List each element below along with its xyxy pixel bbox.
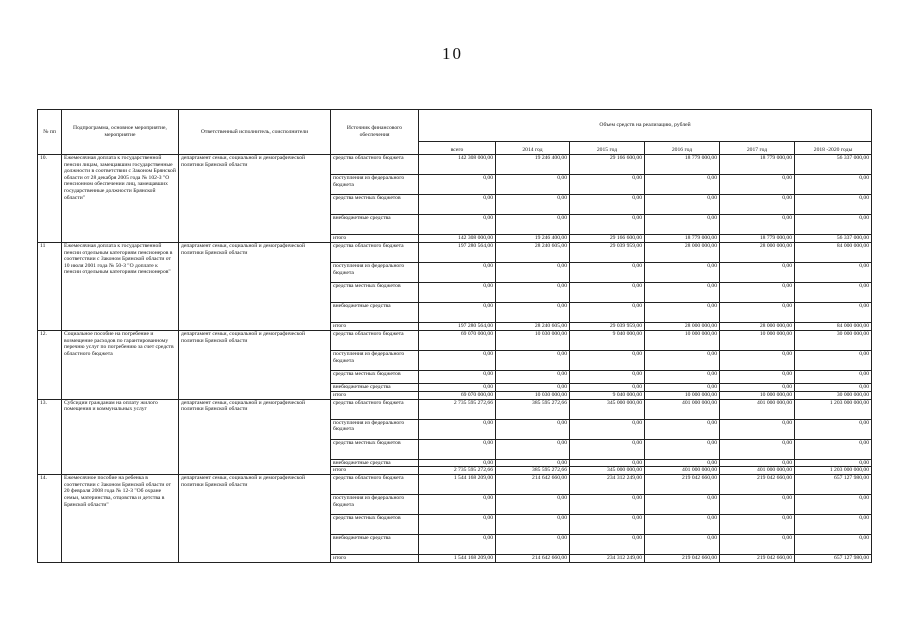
row-number: 13.: [38, 399, 62, 475]
amount-cell: 0,00: [795, 303, 872, 323]
header-year-2015: 2015 год: [570, 142, 645, 155]
amount-cell: 0,00: [496, 384, 570, 392]
amount-cell: 0,00: [720, 175, 795, 195]
funding-source: средства областного бюджета: [331, 155, 419, 175]
amount-cell: 401 000 000,00: [720, 467, 795, 475]
amount-cell: 0,00: [496, 215, 570, 235]
amount-cell: 2 735 595 272,66: [419, 399, 496, 419]
amount-cell: 18 779 000,00: [720, 235, 795, 243]
amount-cell: 1 203 000 000,00: [795, 399, 872, 419]
program-name: Ежемесячное пособие на ребенка в соответствии с Законом Брянской области от 20 февраля 2008 года № 12-З "Об охране семьи, материнства, отцовства и детства в Брянской области": [62, 475, 179, 563]
table-row: [38, 331, 872, 351]
executor-name: департамент семьи, социальной и демографической политики Брянской области: [179, 331, 331, 400]
funding-source: внебюджетные средства: [331, 384, 419, 392]
amount-cell: 0,00: [496, 459, 570, 467]
table-body: [38, 155, 872, 563]
amount-cell: 0,00: [795, 515, 872, 535]
amount-cell: 0,00: [419, 263, 496, 283]
amount-cell: 0,00: [419, 535, 496, 555]
page-number: 10: [442, 44, 463, 63]
amount-cell: 0,00: [720, 283, 795, 303]
amount-cell: 10 030 000,00: [496, 391, 570, 399]
amount-cell: 0,00: [570, 384, 645, 392]
amount-cell: 0,00: [419, 371, 496, 384]
amount-cell: 0,00: [720, 515, 795, 535]
amount-cell: 0,00: [720, 371, 795, 384]
amount-cell: 1 203 000 000,00: [795, 467, 872, 475]
amount-cell: 10 000 000,00: [645, 331, 720, 351]
table-row: [38, 155, 872, 175]
amount-cell: 234 312 249,00: [570, 475, 645, 495]
row-number: 12.: [38, 331, 62, 400]
funding-source: поступления из федерального бюджета: [331, 495, 419, 515]
amount-cell: 0,00: [795, 175, 872, 195]
header-year-2014: 2014 год: [496, 142, 570, 155]
amount-cell: 401 000 000,00: [645, 467, 720, 475]
amount-cell: 0,00: [720, 303, 795, 323]
amount-cell: 0,00: [795, 351, 872, 371]
funding-source: внебюджетные средства: [331, 215, 419, 235]
amount-cell: 0,00: [570, 215, 645, 235]
amount-cell: 0,00: [496, 351, 570, 371]
funding-source: итого: [331, 467, 419, 475]
amount-cell: 30 000 000,00: [795, 331, 872, 351]
amount-cell: 219 042 660,00: [720, 555, 795, 563]
amount-cell: 142 308 000,00: [419, 235, 496, 243]
amount-cell: 84 000 000,00: [795, 243, 872, 263]
amount-cell: 18 779 000,00: [645, 235, 720, 243]
program-name: Ежемесячная доплата к государственной пенсии отдельным категориям пенсионеров в соответствии с Законом Брянской области от 10 июля 2001 года № 50-З "О доплате к пенсии отдельным категориям пенсионеров": [62, 243, 179, 331]
amount-cell: 0,00: [720, 351, 795, 371]
amount-cell: 0,00: [570, 515, 645, 535]
amount-cell: 0,00: [645, 195, 720, 215]
amount-cell: 0,00: [419, 195, 496, 215]
funding-source: средства областного бюджета: [331, 475, 419, 495]
amount-cell: 219 042 660,00: [645, 555, 720, 563]
amount-cell: 0,00: [645, 459, 720, 467]
amount-cell: 0,00: [645, 495, 720, 515]
amount-cell: 0,00: [720, 215, 795, 235]
amount-cell: 10 000 000,00: [720, 331, 795, 351]
amount-cell: 0,00: [795, 459, 872, 467]
amount-cell: 219 042 660,00: [720, 475, 795, 495]
funding-source: внебюджетные средства: [331, 303, 419, 323]
amount-cell: 0,00: [496, 419, 570, 439]
amount-cell: 29 166 600,00: [570, 235, 645, 243]
amount-cell: 1 544 168 209,00: [419, 475, 496, 495]
header-program: Подпрограмма, основное мероприятие, мероприятие: [62, 110, 179, 155]
amount-cell: 0,00: [419, 303, 496, 323]
funding-source: поступления из федерального бюджета: [331, 419, 419, 439]
program-name: Субсидии гражданам на оплату жилого помещения и коммунальных услуг: [62, 399, 179, 475]
amount-cell: 657 127 980,00: [795, 555, 872, 563]
header-year-2016: 2016 год: [645, 142, 720, 155]
row-number: 14.: [38, 475, 62, 563]
amount-cell: 0,00: [496, 303, 570, 323]
amount-cell: 401 000 000,00: [645, 399, 720, 419]
amount-cell: 0,00: [419, 495, 496, 515]
amount-cell: 0,00: [570, 439, 645, 459]
amount-cell: 29 166 600,00: [570, 155, 645, 175]
amount-cell: 0,00: [496, 535, 570, 555]
amount-cell: 0,00: [570, 371, 645, 384]
executor-name: департамент семьи, социальной и демографической политики Брянской области: [179, 243, 331, 331]
amount-cell: 0,00: [419, 384, 496, 392]
amount-cell: 84 000 000,00: [795, 323, 872, 331]
amount-cell: 0,00: [720, 384, 795, 392]
amount-cell: 28 000 000,00: [645, 243, 720, 263]
amount-cell: 0,00: [496, 515, 570, 535]
amount-cell: 385 595 272,66: [496, 467, 570, 475]
row-number: 10.: [38, 155, 62, 243]
funding-source: итого: [331, 391, 419, 399]
amount-cell: 0,00: [570, 283, 645, 303]
table-row: [38, 399, 872, 419]
amount-cell: 0,00: [496, 439, 570, 459]
amount-cell: 0,00: [419, 215, 496, 235]
amount-cell: 69 070 000,00: [419, 331, 496, 351]
funding-source: итого: [331, 235, 419, 243]
financing-table: [37, 109, 872, 563]
table-row: [38, 243, 872, 263]
amount-cell: 0,00: [645, 303, 720, 323]
funding-source: средства местных бюджетов: [331, 439, 419, 459]
header-volume: Объем средств на реализацию, рублей: [419, 110, 872, 142]
amount-cell: 142 308 000,00: [419, 155, 496, 175]
amount-cell: 0,00: [496, 371, 570, 384]
funding-source: средства областного бюджета: [331, 243, 419, 263]
program-name: Социальное пособие на погребение и возмещение расходов по гарантированному перечню услуг по погребению за счет средств областного бюджета: [62, 331, 179, 400]
amount-cell: 0,00: [645, 384, 720, 392]
amount-cell: 0,00: [720, 535, 795, 555]
amount-cell: 214 642 660,00: [496, 555, 570, 563]
amount-cell: 18 779 000,00: [645, 155, 720, 175]
amount-cell: 0,00: [795, 535, 872, 555]
amount-cell: 385 595 272,66: [496, 399, 570, 419]
amount-cell: 0,00: [419, 351, 496, 371]
amount-cell: 0,00: [795, 215, 872, 235]
amount-cell: 0,00: [570, 351, 645, 371]
header-source: Источник финансового обеспечения: [331, 110, 419, 155]
amount-cell: 0,00: [570, 535, 645, 555]
amount-cell: 30 000 000,00: [795, 391, 872, 399]
executor-name: департамент семьи, социальной и демографической политики Брянской области: [179, 475, 331, 563]
amount-cell: 0,00: [720, 419, 795, 439]
amount-cell: 234 312 249,00: [570, 555, 645, 563]
amount-cell: 28 000 000,00: [720, 243, 795, 263]
funding-source: средства областного бюджета: [331, 399, 419, 419]
executor-name: департамент семьи, социальной и демографической политики Брянской области: [179, 399, 331, 475]
amount-cell: 0,00: [720, 439, 795, 459]
amount-cell: 0,00: [645, 283, 720, 303]
amount-cell: 0,00: [570, 195, 645, 215]
amount-cell: 0,00: [496, 175, 570, 195]
amount-cell: 214 642 660,00: [496, 475, 570, 495]
amount-cell: 28 000 000,00: [645, 323, 720, 331]
table-row: [38, 475, 872, 495]
amount-cell: 0,00: [795, 495, 872, 515]
amount-cell: 0,00: [419, 439, 496, 459]
amount-cell: 2 735 595 272,66: [419, 467, 496, 475]
amount-cell: 0,00: [419, 515, 496, 535]
header-year-2018-2020: 2018 -2020 годы: [795, 142, 872, 155]
amount-cell: 0,00: [496, 283, 570, 303]
amount-cell: 197 280 564,00: [419, 243, 496, 263]
funding-source: итого: [331, 555, 419, 563]
amount-cell: 0,00: [795, 439, 872, 459]
amount-cell: 0,00: [645, 263, 720, 283]
amount-cell: 0,00: [570, 495, 645, 515]
funding-source: средства местных бюджетов: [331, 515, 419, 535]
amount-cell: 0,00: [645, 439, 720, 459]
amount-cell: 345 000 000,00: [570, 399, 645, 419]
amount-cell: 345 000 000,00: [570, 467, 645, 475]
amount-cell: 0,00: [419, 175, 496, 195]
amount-cell: 10 030 000,00: [496, 331, 570, 351]
funding-source: внебюджетные средства: [331, 535, 419, 555]
amount-cell: 0,00: [419, 459, 496, 467]
amount-cell: 0,00: [419, 419, 496, 439]
amount-cell: 0,00: [645, 215, 720, 235]
header-executor: Ответственный исполнитель, соисполнители: [179, 110, 331, 155]
amount-cell: 0,00: [720, 495, 795, 515]
amount-cell: 56 337 000,00: [795, 155, 872, 175]
amount-cell: 19 246 400,00: [496, 235, 570, 243]
executor-name: департамент семьи, социальной и демографической политики Брянской области: [179, 155, 331, 243]
header-num: № пп: [38, 110, 62, 155]
amount-cell: 19 246 400,00: [496, 155, 570, 175]
amount-cell: 0,00: [570, 263, 645, 283]
amount-cell: 0,00: [645, 351, 720, 371]
funding-source: поступления из федерального бюджета: [331, 351, 419, 371]
amount-cell: 0,00: [570, 419, 645, 439]
amount-cell: 29 039 959,00: [570, 243, 645, 263]
amount-cell: 0,00: [419, 283, 496, 303]
funding-source: поступления из федерального бюджета: [331, 263, 419, 283]
amount-cell: 0,00: [645, 535, 720, 555]
amount-cell: 219 042 660,00: [645, 475, 720, 495]
amount-cell: 0,00: [795, 263, 872, 283]
amount-cell: 0,00: [570, 303, 645, 323]
amount-cell: 69 070 000,00: [419, 391, 496, 399]
amount-cell: 0,00: [795, 195, 872, 215]
amount-cell: 9 040 000,00: [570, 331, 645, 351]
header-year-2017: 2017 год: [720, 142, 795, 155]
amount-cell: 0,00: [645, 515, 720, 535]
funding-source: поступления из федерального бюджета: [331, 175, 419, 195]
amount-cell: 0,00: [645, 371, 720, 384]
funding-source: итого: [331, 323, 419, 331]
program-name: Ежемесячная доплата к государственной пенсии лицам, замещавшим государственные должности в соответствии с Законом Брянской области от 28 декабря 2005 года № 102-З "О пенсионном обеспечении лиц, замещавших государственные должности Брянской области": [62, 155, 179, 243]
amount-cell: 28 000 000,00: [720, 323, 795, 331]
amount-cell: 0,00: [570, 459, 645, 467]
amount-cell: 18 779 000,00: [720, 155, 795, 175]
amount-cell: 0,00: [720, 459, 795, 467]
funding-source: средства местных бюджетов: [331, 195, 419, 215]
amount-cell: 0,00: [795, 371, 872, 384]
amount-cell: 657 127 980,00: [795, 475, 872, 495]
amount-cell: 0,00: [720, 263, 795, 283]
row-number: 11: [38, 243, 62, 331]
amount-cell: 0,00: [795, 419, 872, 439]
amount-cell: 28 240 605,00: [496, 243, 570, 263]
amount-cell: 0,00: [570, 175, 645, 195]
funding-source: средства местных бюджетов: [331, 371, 419, 384]
amount-cell: 56 337 000,00: [795, 235, 872, 243]
funding-source: средства областного бюджета: [331, 331, 419, 351]
amount-cell: 10 000 000,00: [720, 391, 795, 399]
amount-cell: 0,00: [645, 419, 720, 439]
header-year-total: всего: [419, 142, 496, 155]
amount-cell: 10 000 000,00: [645, 391, 720, 399]
amount-cell: 28 240 605,00: [496, 323, 570, 331]
amount-cell: 401 000 000,00: [720, 399, 795, 419]
amount-cell: 0,00: [496, 495, 570, 515]
funding-source: внебюджетные средства: [331, 459, 419, 467]
funding-source: средства местных бюджетов: [331, 283, 419, 303]
amount-cell: 0,00: [795, 384, 872, 392]
amount-cell: 0,00: [496, 195, 570, 215]
amount-cell: 0,00: [720, 195, 795, 215]
amount-cell: 1 544 168 209,00: [419, 555, 496, 563]
amount-cell: 29 039 959,00: [570, 323, 645, 331]
amount-cell: 0,00: [795, 283, 872, 303]
amount-cell: 197 280 564,00: [419, 323, 496, 331]
amount-cell: 0,00: [645, 175, 720, 195]
amount-cell: 9 040 000,00: [570, 391, 645, 399]
amount-cell: 0,00: [496, 263, 570, 283]
